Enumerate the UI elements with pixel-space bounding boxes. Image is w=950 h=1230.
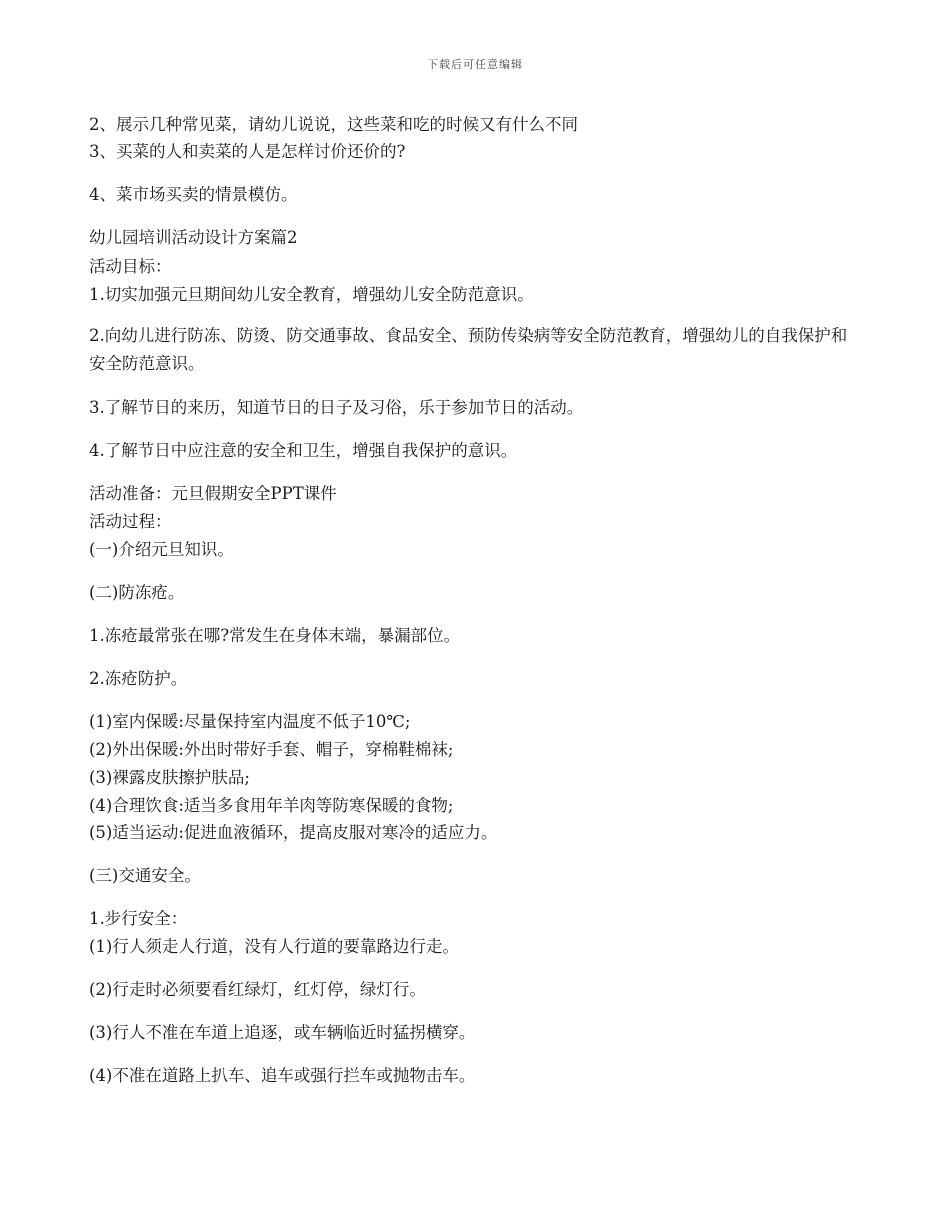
text-line: (二)防冻疮。 bbox=[89, 583, 185, 602]
text-line: 1.切实加强元旦期间幼儿安全教育，增强幼儿安全防范意识。 bbox=[89, 285, 534, 304]
text-line: (2)外出保暖:外出时带好手套、帽子，穿棉鞋棉袜; bbox=[89, 740, 454, 759]
text-line: 1.步行安全： bbox=[89, 909, 188, 928]
text-line: (1)行人须走人行道，没有人行道的要靠路边行走。 bbox=[89, 937, 459, 956]
text-line: (4)不准在道路上扒车、追车或强行拦车或抛物击车。 bbox=[89, 1066, 476, 1085]
text-line: 活动过程： bbox=[89, 512, 172, 531]
text-line: (4)合理饮食:适当多食用年羊肉等防寒保暖的食物; bbox=[89, 796, 454, 815]
text-line: 2、展示几种常见菜，请幼儿说说，这些菜和吃的时候又有什么不同 bbox=[89, 115, 578, 134]
text-line: 1.冻疮最常张在哪?常发生在身体末端，暴漏部位。 bbox=[89, 626, 461, 645]
text-line: 4、菜市场买卖的情景模仿。 bbox=[89, 185, 298, 204]
page-header: 下载后可任意编辑 bbox=[427, 58, 523, 71]
text-line: 3.了解节日的来历，知道节日的日子及习俗，乐于参加节日的活动。 bbox=[89, 398, 584, 417]
text-line: 2.冻疮防护。 bbox=[89, 669, 188, 688]
text-line: (2)行走时必须要看红绿灯，红灯停，绿灯行。 bbox=[89, 980, 426, 999]
text-line: (三)交通安全。 bbox=[89, 866, 201, 885]
text-line: (3)行人不准在车道上追逐，或车辆临近时猛拐横穿。 bbox=[89, 1023, 476, 1042]
text-paragraph: 2.向幼儿进行防冻、防烫、防交通事故、食品安全、预防传染病等安全防范教育，增强幼儿的自我保护和安全防范意识。 bbox=[89, 326, 848, 373]
text-line: 4.了解节日中应注意的安全和卫生，增强自我保护的意识。 bbox=[89, 441, 518, 460]
text-line: 活动准备：元旦假期安全PPT课件 bbox=[89, 484, 337, 503]
text-line: 3、买菜的人和卖菜的人是怎样讨价还价的? bbox=[89, 142, 406, 161]
text-line: (一)介绍元旦知识。 bbox=[89, 540, 234, 559]
section-heading: 幼儿园培训活动设计方案篇2 bbox=[89, 228, 298, 247]
text-line: (3)裸露皮肤擦护肤品; bbox=[89, 768, 250, 787]
text-line: (1)室内保暖:尽量保持室内温度不低子10℃; bbox=[89, 712, 411, 731]
text-line: (5)适当运动:促进血液循环，提高皮服对寒冷的适应力。 bbox=[89, 823, 498, 842]
text-line: 活动目标： bbox=[89, 257, 172, 276]
